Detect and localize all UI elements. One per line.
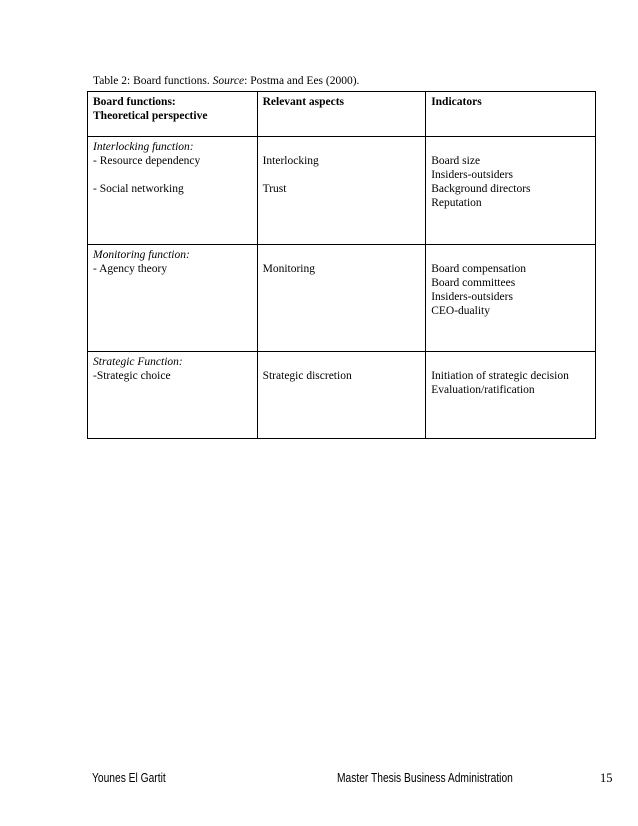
cell-indicators xyxy=(426,352,596,439)
indicator-label: Insiders-outsiders xyxy=(431,169,513,181)
aspect-label: Trust xyxy=(262,183,287,195)
caption-source-label: Source xyxy=(212,75,245,87)
caption-suffix: : Postma and Ees (2000). xyxy=(244,75,360,87)
indicator-label: Board size xyxy=(431,155,481,167)
cell-aspects xyxy=(257,245,426,352)
cell-aspects xyxy=(257,137,426,245)
footer-title: Master Thesis Business Administration xyxy=(337,771,513,785)
header-indicators: Indicators xyxy=(426,92,596,137)
table-row xyxy=(88,352,596,439)
indicator-label: Board compensation xyxy=(431,263,527,275)
aspect-label: Monitoring xyxy=(262,263,315,275)
spacer xyxy=(431,355,591,369)
cell-perspective xyxy=(88,137,258,245)
cell-aspects xyxy=(257,352,426,439)
spacer xyxy=(263,140,422,154)
indicator-label: Reputation xyxy=(431,197,482,209)
indicator-label: CEO-duality xyxy=(431,305,490,317)
indicator-label: Insiders-outsiders xyxy=(431,291,513,303)
header-board-functions xyxy=(88,92,258,137)
indicator-label: Background directors xyxy=(431,183,531,195)
caption-prefix: Table 2: Board functions. xyxy=(93,75,213,87)
aspect-label: Strategic discretion xyxy=(262,370,352,382)
function-title: Monitoring function: xyxy=(93,249,190,261)
page-number: 15 xyxy=(600,771,613,785)
table-row xyxy=(88,137,596,245)
cell-perspective xyxy=(88,245,258,352)
spacer xyxy=(263,168,422,182)
spacer xyxy=(263,248,422,262)
theory-label: - Social networking xyxy=(93,183,184,195)
function-title: Interlocking function: xyxy=(93,141,194,153)
spacer xyxy=(93,168,253,182)
theory-label: - Agency theory xyxy=(93,263,168,275)
footer-author: Younes El Gartit xyxy=(92,771,166,785)
indicator-label: Initiation of strategic decision xyxy=(431,370,569,382)
table-caption xyxy=(93,75,359,87)
table-row xyxy=(88,245,596,352)
indicator-label: Evaluation/ratification xyxy=(431,384,535,396)
header-relevant-aspects: Relevant aspects xyxy=(257,92,426,137)
spacer xyxy=(263,355,422,369)
cell-indicators xyxy=(426,137,596,245)
board-functions-table xyxy=(87,91,596,439)
indicator-label: Board committees xyxy=(431,277,516,289)
theory-label: -Strategic choice xyxy=(93,370,171,382)
cell-indicators xyxy=(426,245,596,352)
cell-perspective xyxy=(88,352,258,439)
header-line: Board functions: xyxy=(93,96,176,108)
table-header-row xyxy=(88,92,596,137)
theory-label: - Resource dependency xyxy=(93,155,201,167)
function-title: Strategic Function: xyxy=(93,356,183,368)
spacer xyxy=(431,248,591,262)
aspect-label: Interlocking xyxy=(262,155,319,167)
spacer xyxy=(431,140,591,154)
header-line: Theoretical perspective xyxy=(93,110,208,122)
